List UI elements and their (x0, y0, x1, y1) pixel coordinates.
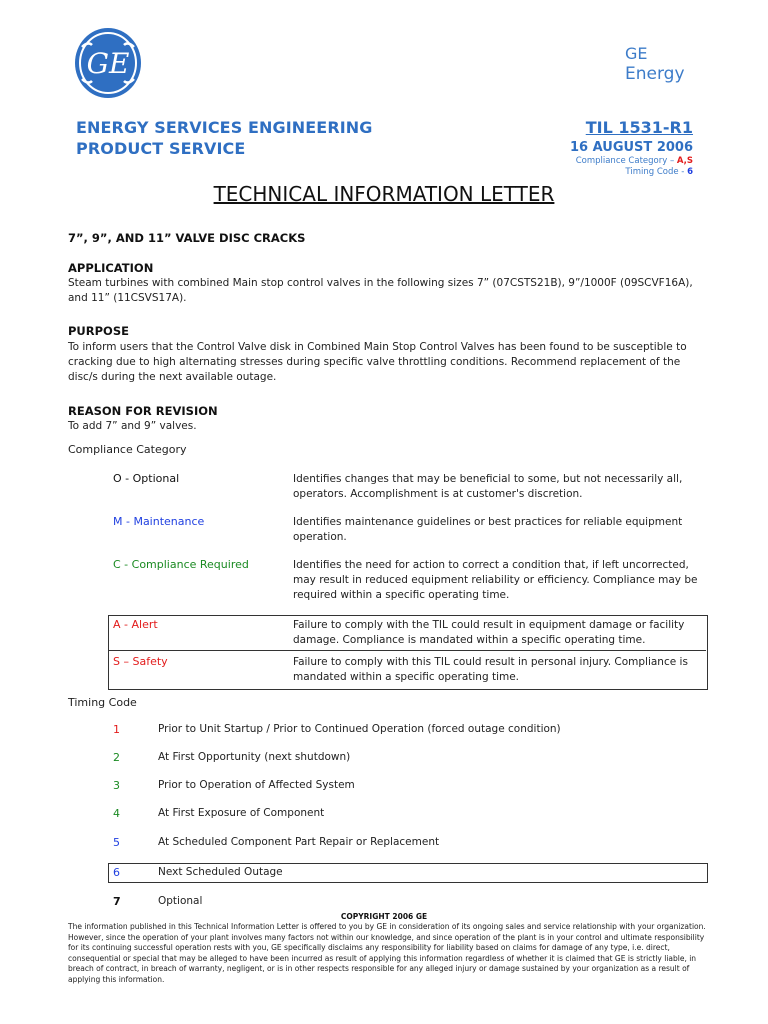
compliance-safety-desc: Failure to comply with this TIL could result in personal injury. Compliance is mandated within a specific operating time. (293, 656, 688, 683)
purpose-text: To inform users that the Control Valve disk in Combined Main Stop Control Valves has been found to be susceptible to cracking due to high alternating stresses during specific valve throttling conditions. Recommend replacement of the disc/s during the next available outage. (68, 341, 687, 383)
timing-code-7-text: Optional (158, 895, 203, 907)
timing-code-6-text: Next Scheduled Outage (158, 866, 283, 878)
timing-code-label: Timing Code - (625, 167, 688, 177)
compliance-maintenance-name: M - Maintenance (113, 515, 205, 528)
compliance-optional-name: O - Optional (113, 472, 180, 485)
brand-energy: Energy (625, 64, 685, 84)
compliance-optional-desc: Identifies changes that may be beneficial to some, but not necessarily all, operators. Accomplishment is at customer's discretion. (293, 473, 683, 500)
ge-logo-text: GE (86, 47, 130, 80)
purpose-heading: PURPOSE (68, 324, 129, 338)
compliance-category-heading: Compliance Category (68, 443, 187, 456)
timing-code-5-num: 5 (113, 836, 120, 849)
timing-code-6-num: 6 (113, 866, 120, 879)
compliance-required-name: C - Compliance Required (113, 558, 249, 571)
timing-code-1-num: 1 (113, 723, 120, 736)
timing-code-2-text: At First Opportunity (next shutdown) (158, 751, 351, 763)
compliance-required-desc: Identifies the need for action to correct a condition that, if left uncorrected, may result in reduced equipment reliability or efficiency. Compliance may be required within a specific operating time. (293, 559, 698, 601)
timing-code-5-text: At Scheduled Component Part Repair or Replacement (158, 836, 440, 848)
til-number: TIL 1531-R1 (585, 118, 693, 137)
timing-code-4-num: 4 (113, 807, 120, 820)
application-text: Steam turbines with combined Main stop control valves in the following sizes 7” (07CSTS21B), 9”/1000F (09SCVF16A), and 11” (11CSVS17A). (68, 277, 693, 304)
timing-code-1-text: Prior to Unit Startup / Prior to Continued Operation (forced outage condition) (158, 723, 561, 735)
timing-code-7-num: 7 (113, 895, 121, 908)
copyright: COPYRIGHT 2006 GE (340, 912, 428, 921)
timing-code-summary (625, 167, 693, 177)
compliance-alert-desc: Failure to comply with the TIL could result in equipment damage or facility damage. Compliance is mandated within a specific operating time. (293, 619, 685, 646)
ge-logo (74, 27, 142, 99)
compliance-alert-name: A - Alert (113, 618, 158, 631)
subject-heading: 7”, 9”, AND 11” VALVE DISC CRACKS (68, 231, 306, 245)
timing-code-4-text: At First Exposure of Component (158, 807, 325, 819)
revision-text: To add 7” and 9” valves. (68, 420, 197, 432)
compliance-safety-name: S – Safety (113, 655, 168, 668)
compliance-category-value: A,S (676, 156, 693, 166)
dept-line-1: ENERGY SERVICES ENGINEERING (76, 118, 373, 137)
timing-code-3-text: Prior to Operation of Affected System (158, 779, 355, 791)
brand-ge: GE (625, 44, 648, 63)
disclaimer: The information published in this Technical Information Letter is offered to you by GE in consideration of its ongoing sales and service relationship with your organization. However, since the operation of your plant involves many factors not within our knowledge, and since operation of the plant is in your control and ultimate responsibility for its continuing successful operation rests with you, GE specifically disclaims any responsibility for liability based on claims for damage of any type, i.e. direct, consequential or special that may be alleged to have been incurred as result of applying this information regardless of whether it is claimed that GE is strictly liable, in breach of contract, in breach of warranty, negligent, or is in other respects responsible for any alleged injury or damage sustained by your organization as a result of applying this information. (68, 922, 706, 984)
compliance-category-summary (576, 156, 693, 166)
alert-safety-divider (108, 650, 706, 651)
page-title: TECHNICAL INFORMATION LETTER (213, 182, 555, 206)
timing-code-3-num: 3 (113, 779, 120, 792)
compliance-category-label: Compliance Category – (575, 156, 677, 166)
revision-heading: REASON FOR REVISION (68, 404, 218, 418)
application-heading: APPLICATION (68, 261, 154, 275)
timing-code-2-num: 2 (113, 751, 120, 764)
timing-code-heading: Timing Code (68, 696, 137, 709)
dept-line-2: PRODUCT SERVICE (76, 139, 246, 158)
compliance-maintenance-desc: Identifies maintenance guidelines or best practices for reliable equipment operation. (293, 516, 683, 543)
timing-code-value: 6 (687, 167, 693, 177)
til-date: 16 AUGUST 2006 (570, 140, 693, 155)
